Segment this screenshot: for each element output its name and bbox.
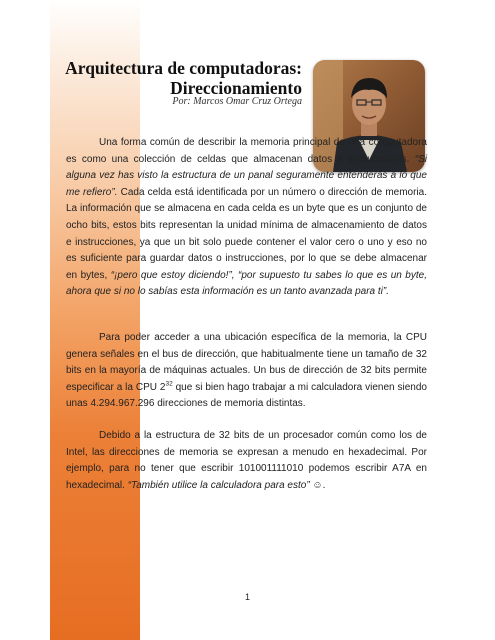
title-line-1: Arquitectura de computadoras:: [65, 58, 302, 78]
p1-sentence-2: Cada celda está identificada por un número o dirección de memoria. La información que se almacena en cada celda es un byte que es un conjunto de ocho bits, estos bits representan la unidad mínima de almacenamiento de datos e instrucciones, ya que un bit solo puede contener el valor cero o uno y eso no es suficiente para guardar datos o instrucciones, por lo que se debe almacenar en bytes,: [66, 186, 427, 281]
author-byline: Por: Marcos Omar Cruz Ortega: [172, 96, 302, 107]
page-number: 1: [244, 592, 250, 602]
p1-quote-1: “Si alguna vez has visto la estructura de un panal seguramente entenderás a lo que me refiero”.: [66, 153, 427, 198]
document-title: [60, 58, 302, 98]
p1-sentence-1: Una forma común de describir la memoria principal de una computadora es como una colección de celdas que almacenan datos e instrucciones.: [66, 137, 427, 165]
p1-quote-2: “¡pero que estoy diciendo!”, “por supuesto tu sabes lo que es un byte, ahora que si no lo sabías esta información es un tanto avanzada para ti”.: [66, 269, 427, 298]
p2-sentence-1: Para poder acceder a una ubicación específica de la memoria, la CPU genera señales en el bus de dirección, que habitualmente tiene un tamaño de 32 bits en la mayoría de máquinas actuales. Un bus de dirección de 32 bits permite especificar a la CPU 2: [66, 332, 427, 393]
p3-sentence-1: Debido a la estructura de 32 bits de un procesador común como los de Intel, las direcciones de memoria se expresan a menudo en hexadecimal. Por ejemplo, para no tener que escribir 101001111010 podemos escribir A7A en hexadecimal.: [66, 430, 427, 491]
p3-quote-1: “También utilice la calculadora para esto”: [127, 479, 310, 491]
p2-sentence-2: que si bien hago trabajar a mi calculadora vienen siendo unas 4.294.967.296 direcciones de memoria distintas.: [66, 381, 427, 410]
p2-superscript: 32: [165, 380, 173, 388]
paragraph-3: [66, 428, 427, 494]
paragraph-2: [66, 330, 427, 413]
paragraph-1: [66, 135, 427, 301]
title-line-2: Direccionamiento: [170, 78, 302, 98]
smiley-icon: ☺.: [309, 479, 326, 491]
